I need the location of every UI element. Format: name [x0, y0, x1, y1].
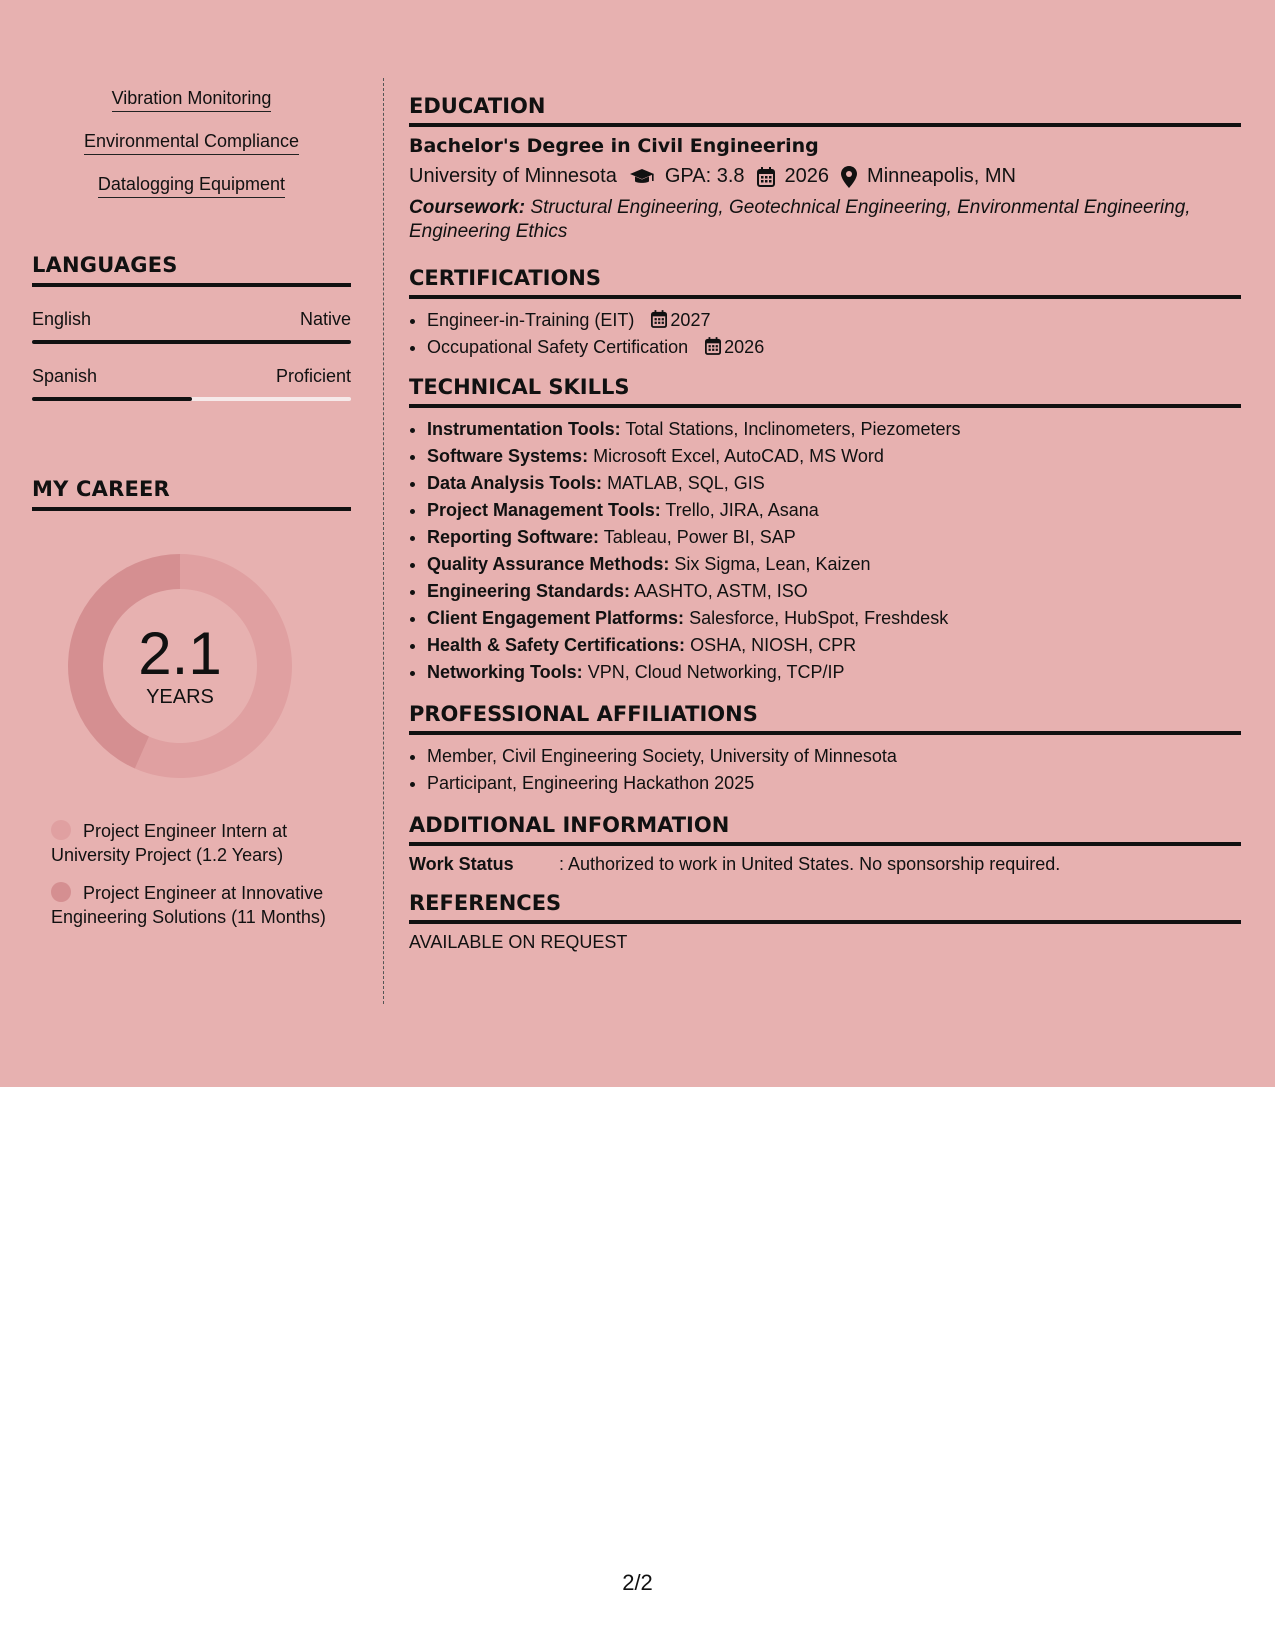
technical-skill-item: [427, 659, 1241, 686]
technical-skill-item: [427, 497, 1241, 524]
career-total-years: 2.1: [138, 619, 222, 687]
skill-category: Instrumentation Tools:: [427, 419, 621, 439]
technical-skill-item: [427, 632, 1241, 659]
language-proficiency-bar: [32, 340, 351, 344]
graduation-year: 2026: [784, 165, 830, 187]
career-heading: MY CAREER: [32, 477, 351, 511]
technical-skill-item: [427, 578, 1241, 605]
skill-values: Microsoft Excel, AutoCAD, MS Word: [593, 446, 884, 466]
degree-title: Bachelor's Degree in Civil Engineering: [409, 135, 819, 157]
language-proficiency-fill: [32, 397, 192, 401]
skill-values: OSHA, NIOSH, CPR: [690, 635, 857, 655]
left-column: [32, 80, 351, 943]
affiliation-item: • Member, Civil Engineering Society, University of Minnesota: [427, 743, 1241, 770]
skill-category: Reporting Software:: [427, 527, 600, 547]
technical-skill-item: [427, 416, 1241, 443]
right-column: [409, 94, 1241, 953]
references-text: AVAILABLE ON REQUEST: [409, 932, 628, 952]
technical-skill-item: [427, 443, 1241, 470]
certification-year: 2027: [670, 310, 711, 330]
career-legend-item: [51, 819, 351, 867]
language-level: Native: [299, 309, 351, 329]
legend-dot: [51, 882, 71, 902]
certification-item: [427, 334, 1241, 361]
location-pin-icon: [841, 166, 857, 188]
gpa: GPA: 3.8: [664, 165, 745, 187]
skill-category: Client Engagement Platforms:: [427, 608, 685, 628]
calendar-icon: [705, 337, 721, 355]
skill-item: Datalogging Equipment: [98, 174, 285, 198]
skill-category: Health & Safety Certifications:: [427, 635, 686, 655]
language-name: English: [32, 309, 92, 329]
work-status-label: Work Status: [409, 854, 514, 874]
skill-category: Software Systems:: [427, 446, 589, 466]
legend-dot: [51, 820, 71, 840]
language-name: Spanish: [32, 366, 98, 386]
skill-item: Environmental Compliance: [84, 131, 299, 155]
technical-skills-heading: TECHNICAL SKILLS: [409, 375, 1241, 408]
certification-year: 2026: [724, 337, 765, 357]
coursework-label: Coursework:: [409, 197, 526, 218]
education-location: Minneapolis, MN: [867, 165, 1016, 187]
career-years-label: YEARS: [146, 685, 214, 708]
technical-skill-item: [427, 551, 1241, 578]
career-legend-item: [51, 881, 351, 929]
references-heading: REFERENCES: [409, 891, 1241, 924]
additional-info-heading: ADDITIONAL INFORMATION: [409, 813, 1241, 846]
work-status-value: : Authorized to work in United States. No sponsorship required.: [559, 854, 1061, 874]
career-legend-label: Project Engineer at Innovative Engineering Solutions (11 Months): [51, 883, 326, 927]
certification-name: Occupational Safety Certification: [427, 337, 689, 357]
column-divider: [383, 78, 384, 1004]
page-number: 2/2: [622, 1570, 653, 1595]
coursework-list: Structural Engineering, Geotechnical Engineering, Environmental Engineering, Engineering Ethics: [409, 197, 1191, 242]
skill-item: Vibration Monitoring: [112, 88, 272, 112]
skill-category: Quality Assurance Methods:: [427, 554, 670, 574]
career-legend: [32, 819, 351, 929]
skill-values: AASHTO, ASTM, ISO: [634, 581, 808, 601]
career-legend-label: Project Engineer Intern at University Project (1.2 Years): [51, 821, 288, 865]
language-proficiency-fill: [32, 340, 351, 344]
calendar-icon: [651, 310, 667, 328]
language-level: Proficient: [275, 366, 351, 386]
work-status-row: [409, 854, 1241, 875]
technical-skill-item: [427, 605, 1241, 632]
skill-category: Networking Tools:: [427, 662, 583, 682]
affiliation-item: • Participant, Engineering Hackathon 2025: [427, 770, 1241, 797]
career-donut-chart: [65, 551, 295, 781]
skill-values: Total Stations, Inclinometers, Piezometers: [625, 419, 961, 439]
language-proficiency-bar: [32, 397, 351, 401]
skill-values: Trello, JIRA, Asana: [665, 500, 819, 520]
technical-skills-list: [409, 416, 1241, 686]
language-spanish: [32, 366, 351, 401]
certification-item: [427, 307, 1241, 334]
skill-category: Project Management Tools:: [427, 500, 661, 520]
skills-list: [32, 80, 351, 217]
graduation-cap-icon: [629, 168, 655, 186]
calendar-icon: [757, 167, 775, 187]
affiliations-heading: PROFESSIONAL AFFILIATIONS: [409, 702, 1241, 735]
certification-name: Engineer-in-Training (EIT): [427, 310, 635, 330]
skill-values: Six Sigma, Lean, Kaizen: [674, 554, 871, 574]
certifications-heading: CERTIFICATIONS: [409, 266, 1241, 299]
technical-skill-item: [427, 524, 1241, 551]
affiliations-list: [409, 743, 1241, 797]
languages-heading: LANGUAGES: [32, 253, 351, 287]
education-meta: [409, 165, 1241, 188]
school-name: University of Minnesota: [409, 165, 617, 187]
coursework: [409, 196, 1241, 244]
language-english: [32, 309, 351, 344]
skill-values: VPN, Cloud Networking, TCP/IP: [587, 662, 845, 682]
skill-values: MATLAB, SQL, GIS: [607, 473, 765, 493]
education-heading: EDUCATION: [409, 94, 1241, 127]
skill-category: Data Analysis Tools:: [427, 473, 603, 493]
skill-values: Tableau, Power BI, SAP: [603, 527, 796, 547]
certifications-list: [409, 307, 1241, 361]
technical-skill-item: [427, 470, 1241, 497]
skill-category: Engineering Standards:: [427, 581, 631, 601]
skill-values: Salesforce, HubSpot, Freshdesk: [689, 608, 949, 628]
